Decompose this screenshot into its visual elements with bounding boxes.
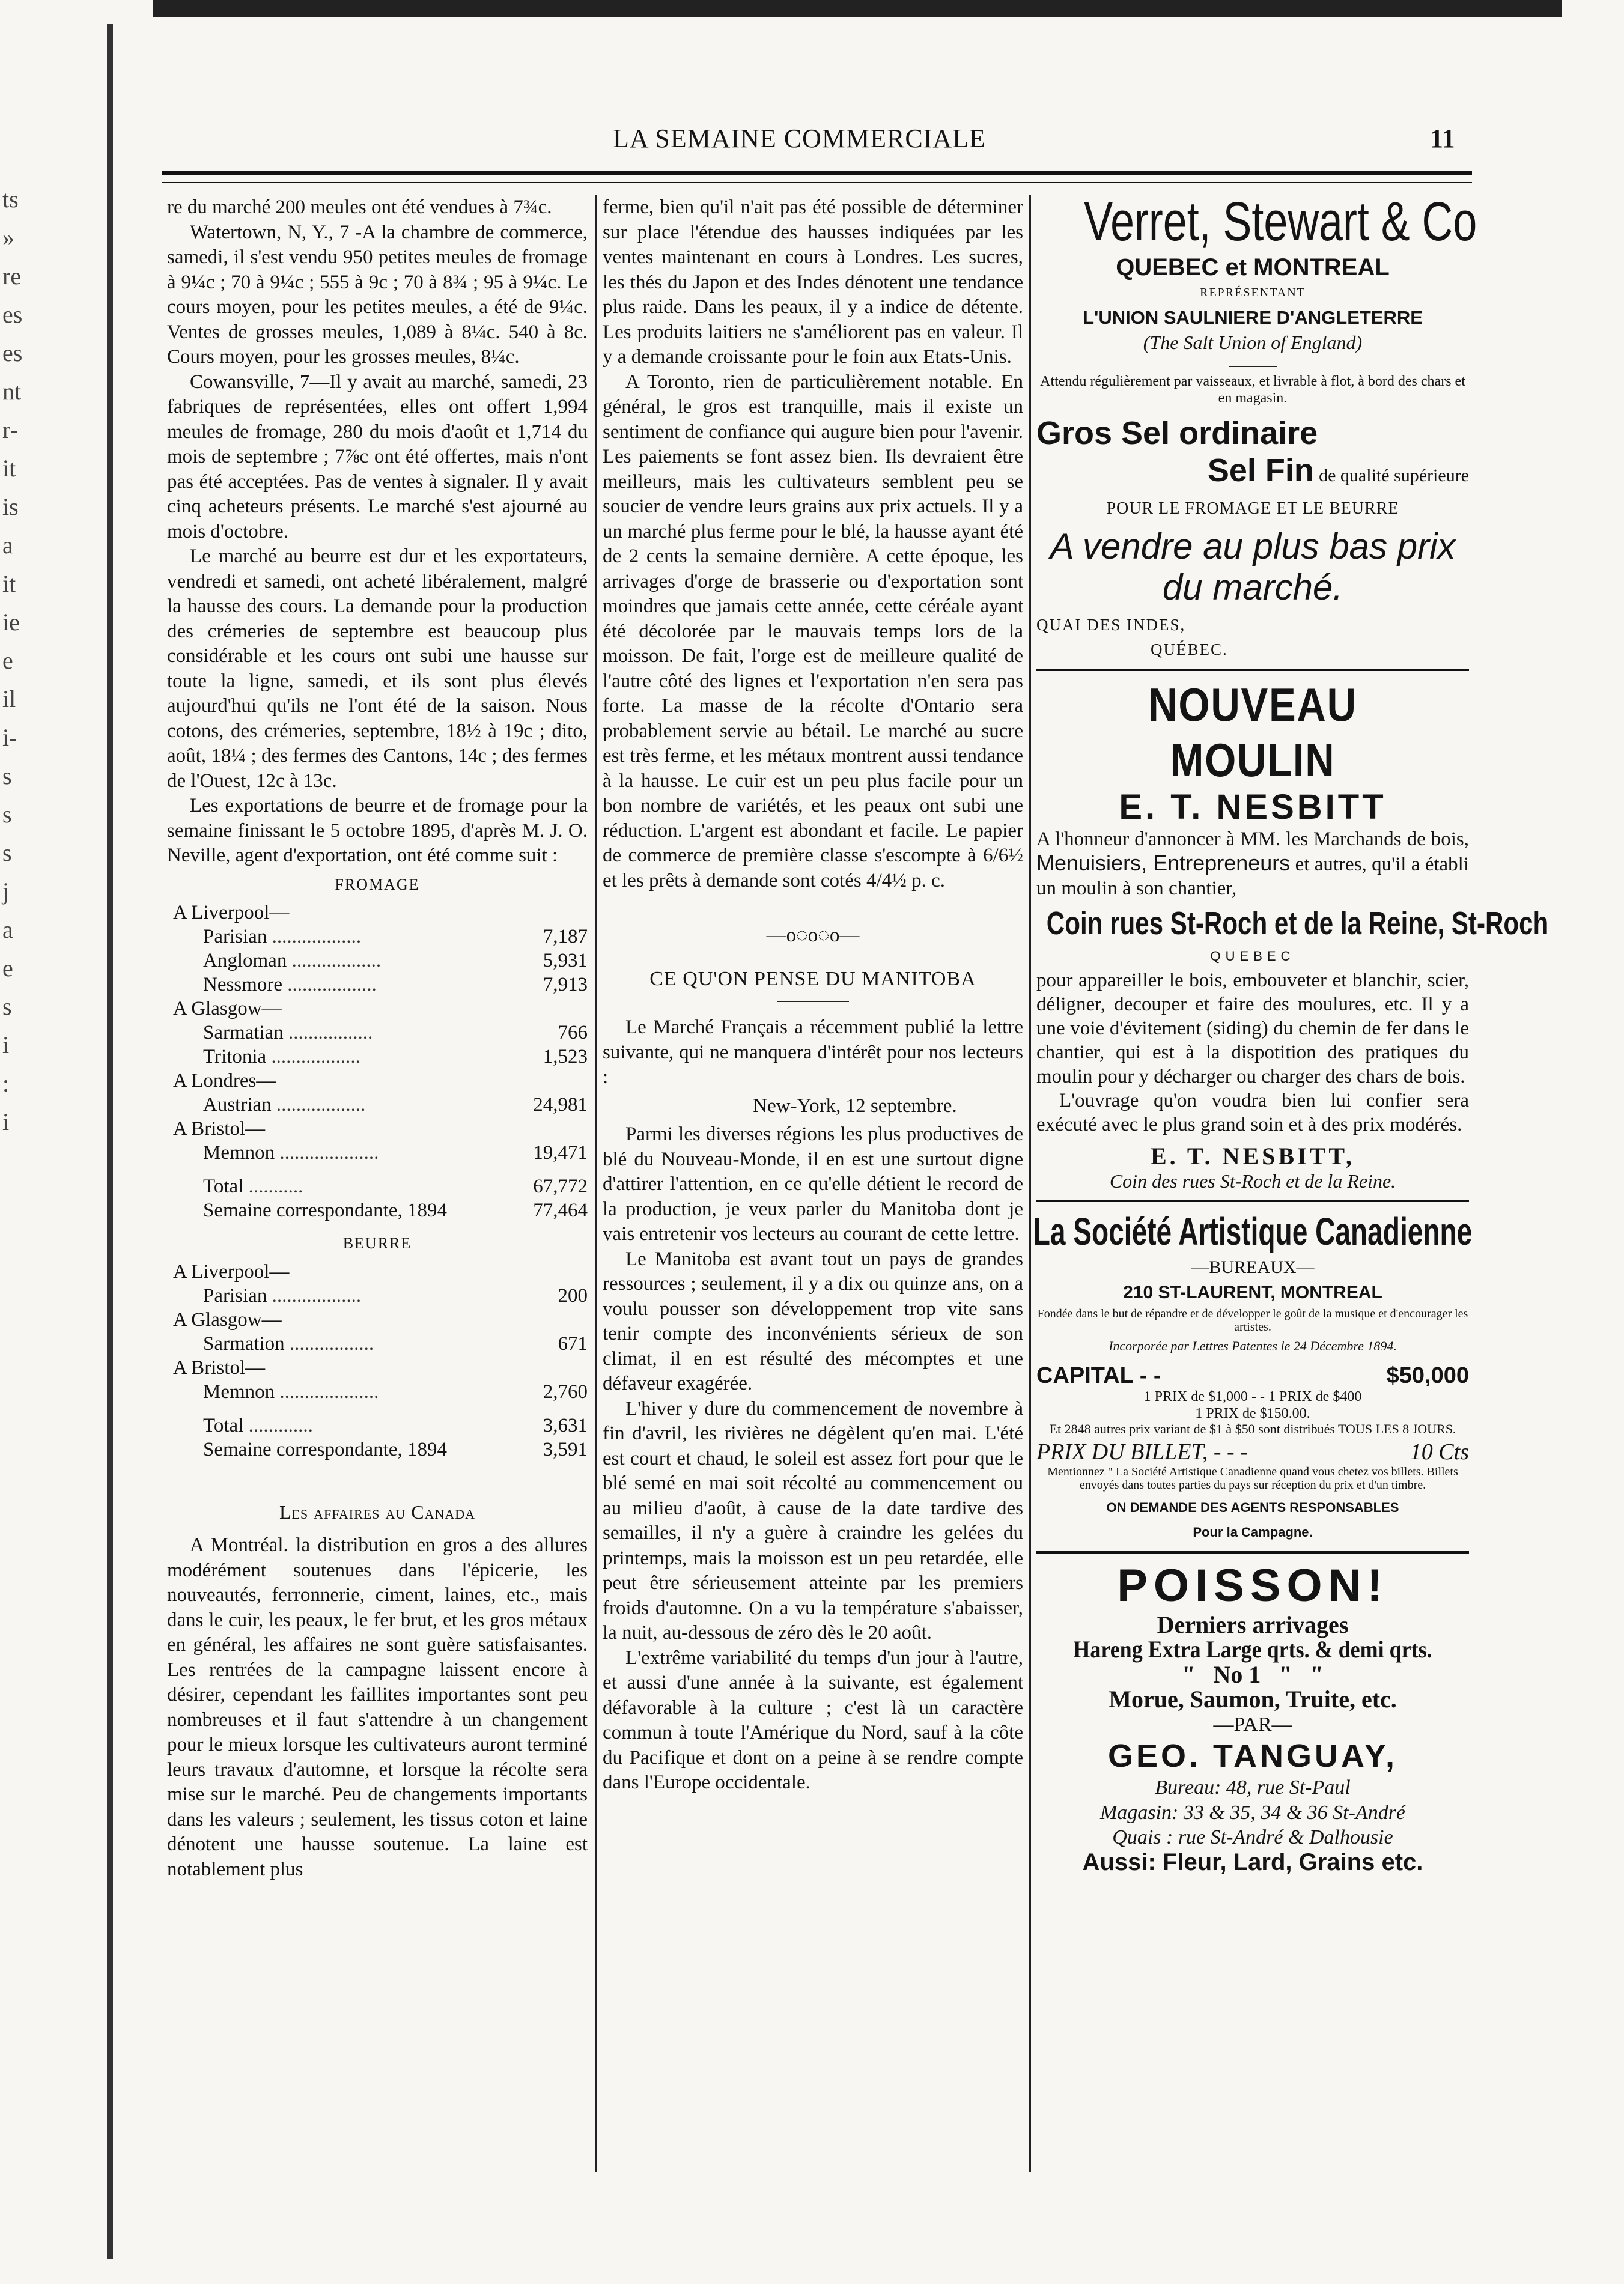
row-value: 200 [558, 1284, 588, 1307]
row-label: Parisian [203, 926, 267, 947]
ad-sel-fin: Sel Fin [1207, 452, 1314, 488]
ad-line3: Morue, Saumon, Truite, etc. [1109, 1686, 1397, 1713]
row-label: Angloman [203, 950, 287, 971]
table-row [167, 1117, 588, 1141]
margin-fragment: i [2, 1108, 10, 1135]
margin-fragment: : [2, 1070, 10, 1097]
ad-union-en: (The Salt Union of England) [1143, 331, 1363, 353]
ad-divider [1036, 1551, 1469, 1554]
ad-title: La Société Artistique Canadienne [1033, 1210, 1473, 1253]
paragraph: Le Marché Français a récemment publié la lettre suivante, qui ne manquera d'intérêt pour nos lecteurs : [603, 1016, 1023, 1088]
row-label: Parisian [203, 1284, 267, 1307]
beurre-table [167, 1260, 588, 1462]
row-label: Memnon [203, 1380, 275, 1403]
row-value: 5,931 [543, 950, 588, 971]
paragraph: Watertown, N, Y., 7 -A la chambre de commerce, samedi, il s'est vendu 950 petites meules de fromage à 9¼c ; 70 à 9¼c ; 555 à 9c ; 70 à 8¾ ; 95 à 9¼c. Le cours moyen, pour les petites meules, a été de 9¼c. Ventes de grosses meules, 1,089 à 8¼c. 540 à 8c. Cours moyen, pour les grosses meules, 8¼c. [167, 221, 588, 368]
row-value: 671 [558, 1332, 588, 1355]
ad-rep: REPRÉSENTANT [1200, 285, 1306, 299]
ad-cities: QUEBEC et MONTREAL [1116, 254, 1390, 281]
table-row: Angloman .................. 5,931 [203, 950, 588, 971]
margin-fragment: es [2, 301, 23, 328]
total-label: Total [203, 1176, 244, 1197]
total-label: Total [203, 1414, 244, 1436]
table-row: Parisian .................. 200 [203, 1284, 588, 1307]
ad-union: L'UNION SAULNIERE D'ANGLETERRE [1083, 307, 1423, 328]
ad-sub: Derniers arrivages [1157, 1611, 1349, 1638]
ad-addr1: QUAI DES INDES, [1036, 615, 1186, 634]
table-row: Tritonia .................. 1,523 [203, 1046, 588, 1068]
ad-founded: Fondée dans le but de répandre et de développer le goût de la musique et d'encourager les artistes. [1037, 1307, 1468, 1334]
ad-mention: Mentionnez " La Société Artistique Canadienne quand vous chetez vos billets. Billets envoyés dans toutes parties du pays sur réception du prix et d'un timbre. [1047, 1465, 1458, 1492]
fromage-table [167, 901, 588, 1222]
paragraph: Parmi les diverses régions les plus productives de blé du Nouveau-Monde, il en est une surtout digne d'attirer l'attention, en ce qu'elle détient le record de la production, je veux parler du Manitoba dont je vais entretenir vos lecteurs au courant de cette lettre. [603, 1123, 1023, 1245]
paragraph: Cowansville, 7—Il y avait au marché, samedi, 23 fabriques de représentées, elles ont offert 1,994 meules de fromage, 280 du mois d'août et 1,714 du mois de septembre ; 7⅞c ont été offertes, mais n'ont pas été acceptées. Pas de ventes à signaler. Il y avait cinq acheteurs présents. Le marché s'est ajourné au mois d'octobre. [167, 371, 588, 542]
ad-par: —PAR— [1213, 1713, 1292, 1736]
prev-value: 3,591 [543, 1438, 588, 1460]
ad-line2: " No 1 " " [1182, 1660, 1324, 1688]
row-value: 24,981 [533, 1094, 588, 1116]
ad-poisson [1036, 1560, 1469, 1875]
ad-name: E. T. NESBITT [1119, 787, 1387, 827]
ad-title: Verret, Stewart & Co [1084, 191, 1477, 252]
margin-fragment: a [2, 916, 13, 943]
column-rule [595, 195, 597, 2172]
ad-sign-addr: Coin des rues St-Roch et de la Reine. [1109, 1170, 1396, 1192]
margin-fragment: ts [2, 186, 19, 213]
dateline: New-York, 12 septembre. [753, 1095, 957, 1117]
ad-quais: Quais : rue St-André & Dalhousie [1112, 1826, 1393, 1848]
row-label: Nessmore [203, 974, 282, 995]
row-label: Sarmation [203, 1332, 285, 1355]
table-row [167, 1356, 588, 1380]
ad-slogan: A vendre au plus bas prix du marché. [1050, 526, 1456, 607]
row-value: 2,760 [543, 1380, 588, 1403]
top-border [153, 0, 1562, 17]
row-value [519, 901, 588, 925]
table-row: Sarmation ................. 671 [203, 1332, 588, 1355]
column-2 [603, 195, 1023, 1796]
prev-value: 77,464 [533, 1200, 588, 1221]
row-label: Austrian [203, 1094, 272, 1116]
row-label: A Glasgow— [173, 998, 282, 1019]
row-label: A Londres— [173, 1070, 276, 1092]
row-value: 7,913 [543, 974, 588, 995]
margin-fragment: es [2, 339, 23, 366]
margin-fragment: a [2, 532, 13, 559]
row-value [530, 1260, 588, 1284]
ad-prize2: 1 PRIX de $150.00. [1195, 1406, 1310, 1421]
ad-gros-sel: Gros Sel ordinaire [1036, 415, 1318, 451]
margin-fragment: j [2, 878, 10, 905]
ad-sign: E. T. NESBITT, [1150, 1143, 1355, 1170]
ad-sel-fin-rest: de qualité supérieure [1319, 466, 1469, 485]
margin-fragment: it [2, 570, 16, 597]
ad-others: Et 2848 autres prix variant de $1 à $50 sont distribués TOUS LES 8 JOURS. [1049, 1421, 1456, 1436]
ad-divider [1036, 1200, 1469, 1202]
ad-city: QUEBEC [1210, 948, 1295, 964]
row-value: 1,523 [543, 1046, 588, 1068]
ad-text: L'ouvrage qu'on voudra bien lui confier sera exécuté avec le plus grand soin et à des prix modérés. [1036, 1090, 1469, 1135]
margin-fragment: il [2, 685, 16, 712]
margin-fragment: s [2, 762, 12, 789]
ad-prize1: 1 PRIX de $1,000 - - 1 PRIX de $400 [1143, 1389, 1362, 1405]
ad-title: NOUVEAU MOULIN [1148, 678, 1357, 786]
margin-fragment: e [2, 647, 13, 674]
ornament-divider: —o◌o◌o— [766, 925, 860, 946]
section-title: Les affaires au Canada [279, 1501, 476, 1523]
ad-text: pour appareiller le bois, embouveter et blanchir, scier, déligner, decouper et faire des moulures, etc. Il y a une voie d'évitement (siding) du chemin de fer dans le chantier, qui est à la dispotition des pratiques du moulin pour y décharger ou charger des chars de bois. [1036, 970, 1469, 1087]
ad-note: Attendu régulièrement par vaisseaux, et livrable à flot, à bord des chars et en magasin. [1040, 374, 1465, 406]
table-heading-fromage: FROMAGE [335, 875, 420, 893]
ad-title: POISSON! [1117, 1560, 1388, 1611]
column-3-ads [1033, 191, 1549, 1875]
row-label: A Glasgow— [173, 1308, 282, 1331]
ad-name: GEO. TANGUAY, [1107, 1738, 1398, 1774]
table-row [167, 1198, 588, 1222]
ad-ticket-label: PRIX DU BILLET, - - - [1036, 1439, 1248, 1465]
ad-campagne: Pour la Campagne. [1193, 1525, 1313, 1540]
table-row [167, 901, 588, 925]
ad-usage: POUR LE FROMAGE ET LE BEURRE [1106, 499, 1399, 518]
short-rule [777, 1001, 849, 1002]
section-title: CE QU'ON PENSE DU MANITOBA [649, 967, 976, 990]
table-row: Sarmatian ................. 766 [203, 1022, 588, 1043]
table-row [167, 1069, 588, 1093]
margin-fragment: re [2, 263, 22, 290]
row-value [519, 1069, 588, 1093]
ad-nouveau-moulin [1036, 677, 1549, 1194]
paragraph: A Montréal. la distribution en gros a des allures modérément soutenues dans l'épicerie, les nouveautés, ferronnerie, ciment, laines, etc., mais dans le cuir, les peaux, le fer brut, et les gros métaux en général, les affaires ne sont guère satisfaisantes. Les rentrées de la campagne laissent encore à désirer, cependant les faillites importantes sont peu nombreuses et il faut s'attendre à un changement pour le mieux lorsque les cultivateurs auront terminé leurs travaux d'automne, et lorsque la récolte sera mise sur le marché. Peu de changements importants dans les valeurs ; seulement, les tissus coton et laine dénotent une hausse soutenue. La laine est notablement plus [167, 1534, 588, 1880]
row-label: A Liverpool— [173, 1260, 290, 1283]
margin-fragment: s [2, 839, 12, 866]
ad-magasin: Magasin: 33 & 35, 34 & 36 St-André [1099, 1801, 1406, 1824]
ad-addr2: QUÉBEC. [1151, 640, 1228, 658]
ad-bureau: Bureau: 48, rue St-Paul [1155, 1776, 1351, 1799]
ad-addr: 210 ST-LAURENT, MONTREAL [1123, 1282, 1382, 1302]
table-heading-beurre: BEURRE [342, 1235, 412, 1252]
row-value: 7,187 [543, 926, 588, 947]
ad-ticket-value: 10 Cts [1410, 1439, 1469, 1465]
row-value [530, 1308, 588, 1332]
binding-spine [107, 24, 113, 2259]
ad-verret-stewart [1036, 191, 1477, 663]
ad-divider [1036, 669, 1469, 671]
row-value: 19,471 [533, 1142, 588, 1164]
table-row [167, 1308, 588, 1332]
margin-fragment: nt [2, 378, 22, 405]
row-label: A Bristol— [173, 1118, 266, 1140]
ad-capital-value: $50,000 [1386, 1362, 1469, 1388]
ad-line1: Hareng Extra Large qrts. & demi qrts. [1073, 1636, 1432, 1663]
table-row [167, 997, 588, 1021]
column-1 [167, 195, 588, 1882]
ad-capital-label: CAPITAL - - [1036, 1362, 1161, 1388]
row-label: Tritonia [203, 1046, 267, 1068]
table-row: Austrian .................. 24,981 [203, 1094, 588, 1116]
table-row: Parisian .................. 7,187 [203, 926, 588, 947]
margin-fragment: s [2, 801, 12, 828]
column-rule [1029, 195, 1031, 2172]
ad-societe-artistique [1033, 1208, 1473, 1545]
paragraph: Le Manitoba est avant tout un pays de grandes ressources ; seulement, il y a dix ou quinze ans, on a voulu pousser son développement trop vite sans tenir compte des inconvénients sérieux de son climat, il en est résulté des mécomptes et une défaveur exagérée. [603, 1248, 1023, 1394]
ad-aussi: Aussi: Fleur, Lard, Grains etc. [1082, 1848, 1423, 1875]
row-value [519, 997, 588, 1021]
prev-label: Semaine correspondante, 1894 [203, 1438, 447, 1460]
ad-text: A l'honneur d'annoncer à MM. les Marchands de bois, [1036, 828, 1469, 850]
page-number: 11 [1430, 124, 1455, 153]
ad-corner: Coin rues St-Roch et de la Reine, St-Roch [1046, 905, 1549, 941]
ad-text: et autres, qu'il a établi un moulin à son chantier, [1036, 853, 1469, 899]
paragraph: Le marché au beurre est dur et les exportateurs, vendredi et samedi, ont acheté libéralement, malgré la hausse des cours. La demande pour la production des crémeries de septembre est beaucoup plus considérable et les cours ont subi une hausse sur toute la ligne, samedi, et ils sont plus élevés aujourd'hui qu'ils ne l'ont été de la saison. Nous cotons, des crémeries, septembre, 18½ à 19c ; dito, août, 18¼ ; des fermes des Cantons, 14c ; des fermes de l'Ouest, 12c à 13c. [167, 545, 588, 792]
row-value [519, 1117, 588, 1141]
margin-fragment: r- [2, 416, 18, 443]
table-row [167, 1438, 588, 1462]
row-label: A Bristol— [173, 1356, 266, 1379]
margin-fragment: » [2, 224, 14, 251]
paragraph: Les exportations de beurre et de fromage pour la semaine finissant le 5 octobre 1895, d'après M. J. O. Neville, agent d'exportation, ont été comme suit : [167, 795, 588, 866]
margin-fragment: s [2, 993, 12, 1020]
row-label: Memnon [203, 1142, 275, 1164]
table-row: Memnon .................... 19,471 [203, 1142, 588, 1164]
prev-label: Semaine correspondante, 1894 [203, 1200, 447, 1221]
row-label: Sarmatian [203, 1022, 284, 1043]
margin-fragment: ie [2, 609, 20, 636]
ad-agents: ON DEMANDE DES AGENTS RESPONSABLES [1106, 1499, 1399, 1515]
margin-fragment: e [2, 955, 13, 982]
row-value: 766 [558, 1022, 588, 1043]
total-value: 3,631 [543, 1414, 588, 1436]
paragraph: ferme, bien qu'il n'ait pas été possible de déterminer sur place l'étendue des hausses indiquées par les ventes maintenant en cours à Londres. Les sucres, les thés du Japon et des Indes dénotent une tendance plus raide. Dans les peaux, il y a indice de détente. Les produits laitiers ne s'améliorent pas en valeur. Il y a demande croissante pour le foin aux Etats-Unis. [603, 196, 1023, 368]
paragraph: L'hiver y dure du commencement de novembre à fin d'avril, les rivières ne dégèlent qu'en mai. L'été est court et chaud, le soleil est assez fort pour que le blé semé en mai soit récolté au commencement ou au milieu d'août, à cause de la date tardive des semailles, il n'y a guère à craindre les gelées du printemps, mais la moisson est un peu retardée, elle peut être sérieusement atteinte par les premiers froids d'automne. On a vu la température s'abaisser, la nuit, au-dessous de zéro dès le 20 août. [603, 1397, 1023, 1644]
margin-fragment: is [2, 493, 19, 520]
margin-fragment: i- [2, 724, 17, 751]
paragraph: re du marché 200 meules ont été vendues à 7¾c. [167, 196, 552, 218]
running-title: LA SEMAINE COMMERCIALE [613, 124, 986, 153]
table-row: Total ........... 67,772 [203, 1176, 588, 1197]
row-value [530, 1356, 588, 1380]
paragraph: L'extrême variabilité du temps d'un jour à l'autre, et aussi d'une année à la suivante, est également défavorable à la culture ; c'est là un caractère commun à toute l'Amérique du Nord, sauf à la côte du Pacifique et dont on a peine à se rendre compte dans l'Europe occidentale. [603, 1647, 1023, 1793]
left-margin-fragments [2, 180, 38, 1141]
margin-fragment: it [2, 455, 16, 482]
row-label: A Liverpool— [173, 902, 290, 923]
table-row: Memnon .................... 2,760 [203, 1380, 588, 1403]
ad-trades: Menuisiers, Entrepreneurs [1036, 850, 1291, 875]
header-rule [162, 171, 1472, 183]
ad-incorp: Incorporée par Lettres Patentes le 24 Décembre 1894. [1109, 1338, 1397, 1353]
table-row [167, 1260, 588, 1284]
table-row: Total ............. 3,631 [203, 1414, 588, 1436]
table-row: Nessmore .................. 7,913 [203, 974, 588, 995]
total-value: 67,772 [533, 1176, 588, 1197]
ad-bureaux: —BUREAUX— [1191, 1257, 1315, 1277]
margin-fragment: i [2, 1031, 10, 1058]
short-rule [1229, 366, 1277, 367]
paragraph: A Toronto, rien de particulièrement notable. En général, le gros est tranquille, mais il existe un sentiment de confiance qui augure bien pour l'avenir. Les paiements se font assez bien. Ils devraient être meilleurs, mais les cultivateurs semblent peu se soucier de vendre leurs grains aux prix actuels. Il y a un marché plus ferme pour le blé, la hausse ayant été de 2 cents la semaine dernière. A cette époque, les arrivages d'orge de brasserie ou d'exportation sont moindres que jamais cette année, cette céréale ayant été décolorée par le mauvais temps lors de la moisson. De fait, l'orge est de meilleure qualité de l'autre côté des lignes et l'exportation n'en sera pas forte. La masse de la récolte d'Ontario sera probablement servie au bétail. Le marché au sucre est très ferme, et les métaux montrent aussi tendance à la hausse. Le cuir est un peu plus facile pour un bon nombre de variétés, et les peaux ont subi une réduction. L'argent est abondant et facile. Le papier de commerce de première classe s'escompte à 6/6½ et les prêts à demande sont cotés 4/4½ p. c. [603, 371, 1023, 891]
